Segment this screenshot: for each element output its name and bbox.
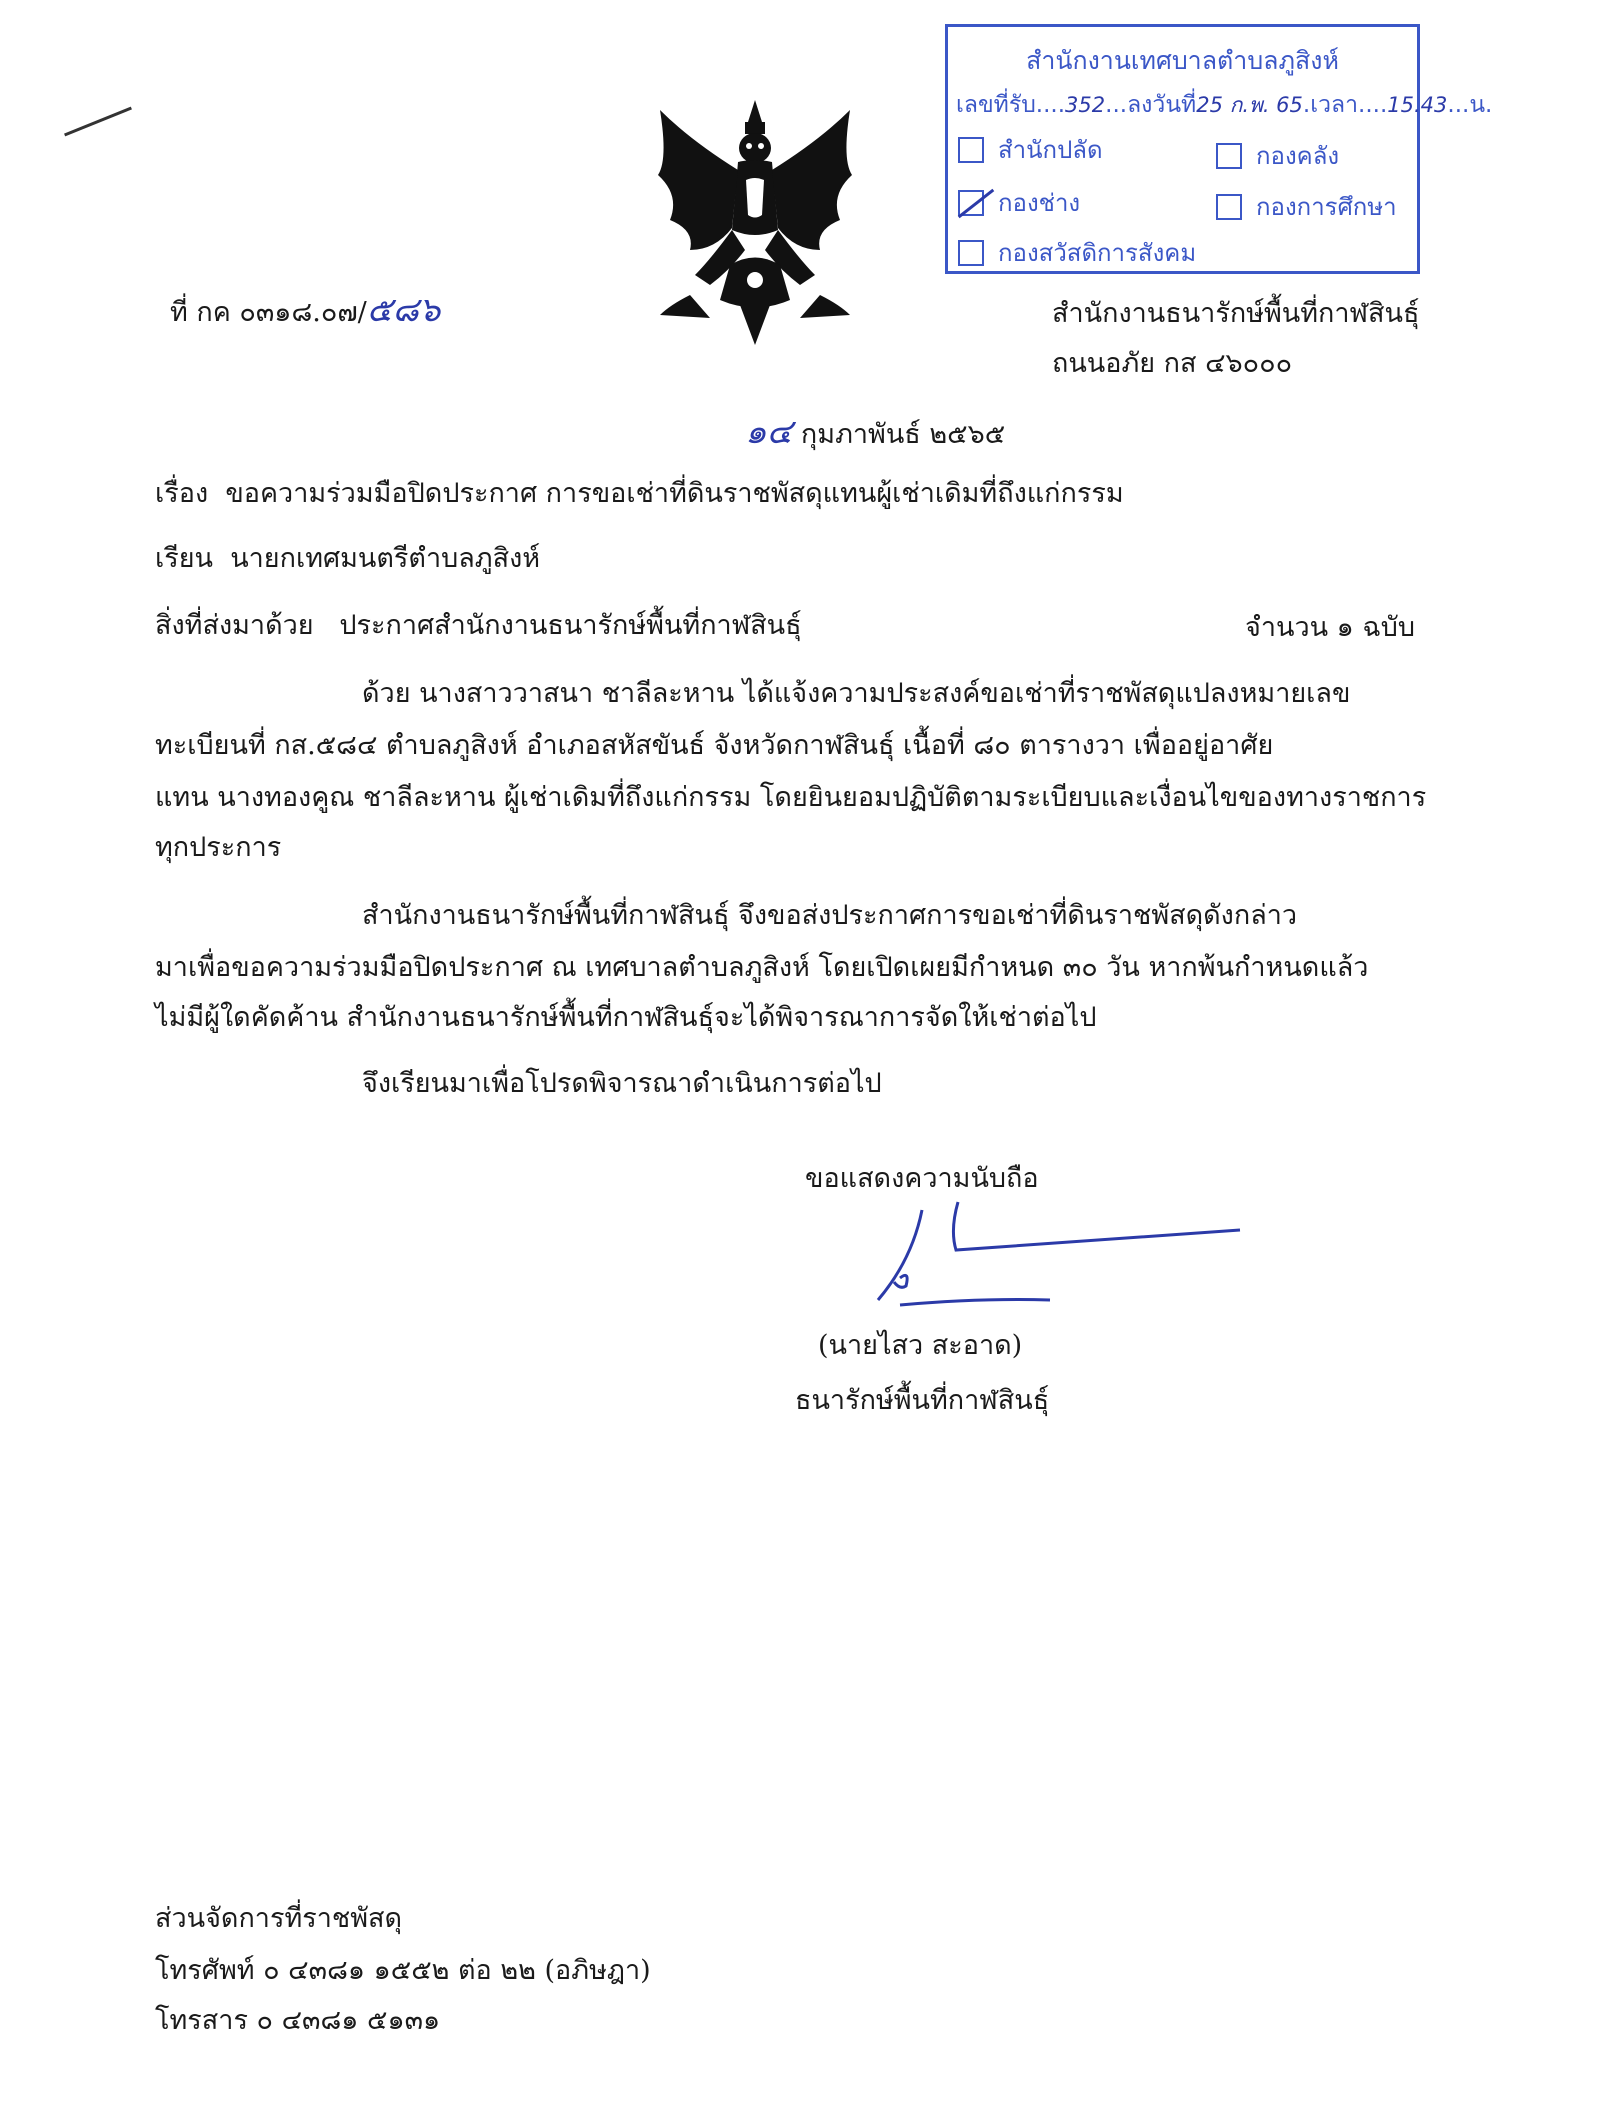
paragraph-2-line: มาเพื่อขอความร่วมมือปิดประกาศ ณ เทศบาลตำบลภูสิงห์ โดยเปิดเผยมีกำหนด ๓๐ วัน หากพ้นกำหนดแล้ว [155,952,1369,983]
receiving-stamp [945,24,1493,274]
footer-unit: ส่วนจัดการที่ราชพัสดุ [155,1903,403,1934]
reference-prefix: ที่ กค ๐๓๑๘.๐๗/ [170,297,367,328]
paragraph-2-line: สำนักงานธนารักษ์พื้นที่กาฬสินธุ์ จึงขอส่งประกาศการขอเช่าที่ดินราชพัสดุดังกล่าว [362,900,1298,931]
paragraph-1-line: ทะเบียนที่ กส.๕๘๔ ตำบลภูสิงห์ อำเภอสหัสขันธ์ จังหวัดกาฬสินธุ์ เนื้อที่ ๘๐ ตารางวา เพื่ออยู่อาศัย [155,730,1274,761]
date-month-year: กุมภาพันธ์ ๒๕๖๕ [800,419,1006,450]
enclosure-label: สิ่งที่ส่งมาด้วย [155,610,314,641]
stamp-time-suffix: น. [1469,92,1493,118]
sender-address: ถนนอภัย กส ๔๖๐๐๐ [1052,348,1293,379]
subject-text: ขอความร่วมมือปิดประกาศ การขอเช่าที่ดินราชพัสดุแทนผู้เช่าเดิมที่ถึงแก่กรรม [225,478,1124,509]
stamp-receive-prefix: เลขที่รับ [956,92,1036,118]
paragraph-1-line: แทน นางทองคูณ ชาลีละหาน ผู้เช่าเดิมที่ถึงแก่กรรม โดยยินยอมปฏิบัติตามระเบียบและเงื่อนไขของทางราชการ [155,782,1427,813]
handwritten-signature [860,1190,1260,1330]
stamp-check-label: กองคลัง [1256,142,1340,170]
paragraph-2-line: ไม่มีผู้ใดคัดค้าน สำนักงานธนารักษ์พื้นที่กาฬสินธุ์จะได้พิจารณาการจัดให้เช่าต่อไป [155,1002,1097,1033]
recipient-text: นายกเทศมนตรีตำบลภูสิงห์ [230,543,541,574]
checkbox-icon [1216,194,1242,220]
checkbox-icon [1216,143,1242,169]
stamp-time-value: 15.43 [1387,93,1448,117]
footer-fax: โทรสาร ๐ ๔๓๘๑ ๕๑๓๑ [155,2005,441,2036]
stamp-check-finance[interactable] [1216,136,1339,175]
stamp-receive-line: เลขที่รับ....352...ลงวันที่25 ก.พ. 65.เวลา....15.43...น. [956,92,1493,118]
reference-number: ๕๘๖ [366,290,441,330]
stamp-title: สำนักงานเทศบาลตำบลภูสิงห์ [1026,46,1339,75]
stamp-receive-number: 352 [1065,93,1106,117]
stamp-check-engineering[interactable] [958,183,1080,222]
subject-line [155,478,1124,510]
sender-office: สำนักงานธนารักษ์พื้นที่กาฬสินธุ์ [1052,298,1420,329]
subject-label: เรื่อง [155,478,209,509]
closing-request: จึงเรียนมาเพื่อโปรดพิจารณาดำเนินการต่อไป [362,1068,882,1099]
signer-name: (นายไสว สะอาด) [818,1330,1023,1361]
reference-line [170,290,440,331]
garuda-emblem-icon [650,100,860,345]
stamp-time-prefix: เวลา [1310,92,1359,118]
checkbox-icon [958,240,984,266]
stamp-check-office[interactable] [958,130,1103,169]
stamp-check-education[interactable] [1216,187,1397,226]
enclosure-line [155,610,802,642]
signer-title: ธนารักษ์พื้นที่กาฬสินธุ์ [795,1385,1050,1416]
pen-mark [64,107,132,137]
stamp-date-prefix: ลงวันที่ [1127,92,1197,118]
recipient-line [155,543,540,575]
checkbox-icon [958,137,984,163]
enclosure-count: จำนวน ๑ ฉบับ [1245,612,1416,643]
stamp-check-label: สำนักปลัด [998,136,1103,164]
paragraph-1-line: ด้วย นางสาววาสนา ชาลีละหาน ได้แจ้งความประสงค์ขอเช่าที่ราชพัสดุแปลงหมายเลข [362,678,1351,709]
paragraph-1-line: ทุกประการ [155,832,282,863]
stamp-check-label: กองช่าง [998,189,1081,217]
enclosure-text: ประกาศสำนักงานธนารักษ์พื้นที่กาฬสินธุ์ [339,610,802,641]
closing-salutation: ขอแสดงความนับถือ [805,1163,1039,1194]
letter-date [745,412,1005,453]
stamp-check-label: กองการศึกษา [1256,193,1397,221]
checked-checkbox-icon [958,190,984,216]
stamp-check-label: กองสวัสดิการสังคม [998,239,1197,267]
stamp-check-welfare[interactable] [958,233,1196,272]
footer-phone: โทรศัพท์ ๐ ๔๓๘๑ ๑๕๕๒ ต่อ ๒๒ (อภิษฎา) [155,1955,651,1986]
recipient-label: เรียน [155,543,214,574]
stamp-date-value: 25 ก.พ. 65 [1196,93,1303,117]
date-day: ๑๔ [745,412,793,452]
